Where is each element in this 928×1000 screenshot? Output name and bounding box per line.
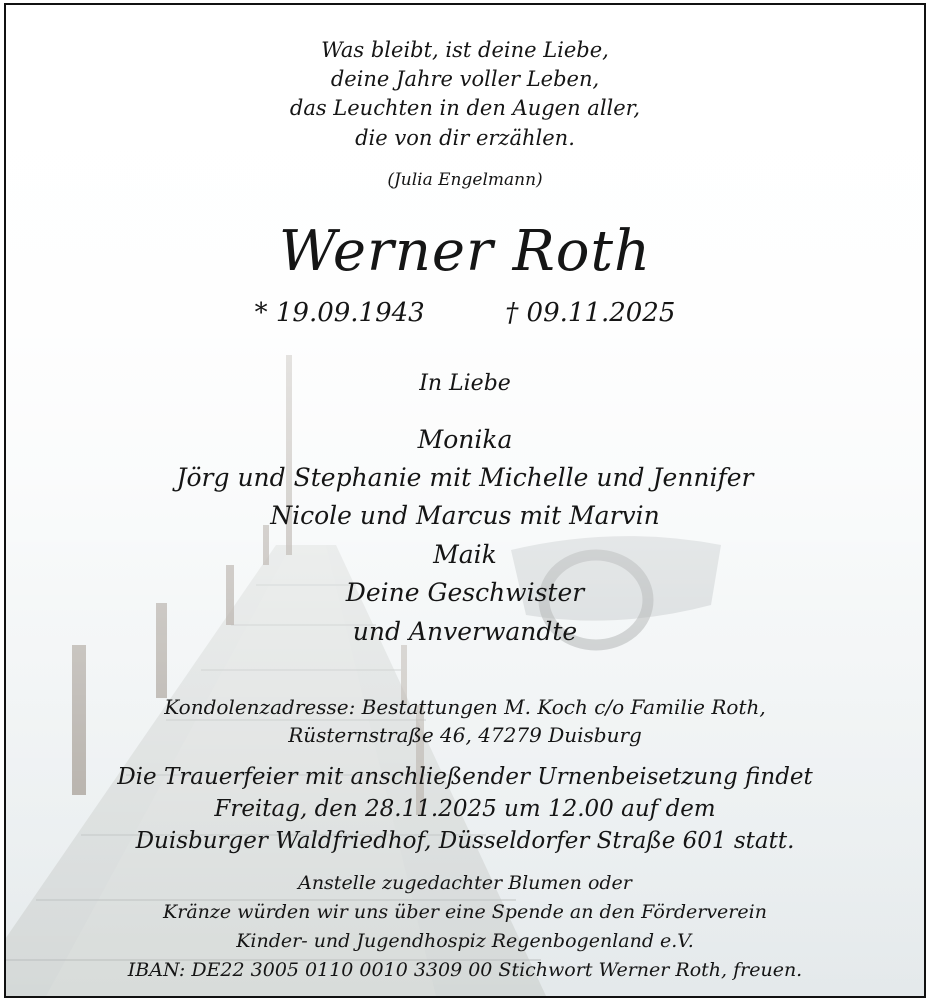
life-dates: [6, 298, 924, 328]
mourner-line-1: Monika: [417, 425, 513, 454]
donation-line-3: Kinder- und Jugendhospiz Regenbogenland e.V.: [236, 930, 694, 952]
death-date: † 09.11.2025: [505, 298, 676, 328]
poem-author: (Julia Engelmann): [387, 170, 543, 190]
obituary-notice: [4, 3, 926, 998]
condolence-line-1: Kondolenzadresse: Bestattungen M. Koch c/o Familie Roth,: [164, 695, 766, 719]
mourner-line-3: Nicole und Marcus mit Marvin: [270, 501, 660, 530]
poem-line-4: die von dir erzählen.: [355, 126, 575, 150]
ceremony-line-2: Freitag, den 28.11.2025 um 12.00 auf dem: [214, 796, 716, 822]
mourner-line-4: Maik: [433, 540, 497, 569]
mourner-line-2: Jörg und Stephanie mit Michelle und Jennifer: [176, 463, 754, 492]
donation-line-4: IBAN: DE22 3005 0110 0010 3309 00 Stichwort Werner Roth, freuen.: [127, 959, 803, 981]
mourner-line-6: und Anverwandte: [352, 617, 578, 646]
donation-line-2: Kränze würden wir uns über eine Spende an den Förderverein: [163, 901, 767, 923]
donation-line-1: Anstelle zugedachter Blumen oder: [298, 872, 632, 894]
deceased-name: Werner Roth: [278, 219, 652, 284]
ceremony-line-3: Duisburger Waldfriedhof, Düsseldorfer Straße 601 statt.: [135, 828, 795, 854]
poem-line-2: deine Jahre voller Leben,: [330, 67, 600, 91]
birth-date: * 19.09.1943: [254, 298, 425, 328]
poem-line-1: Was bleibt, ist deine Liebe,: [321, 38, 609, 62]
poem-line-3: das Leuchten in den Augen aller,: [289, 96, 641, 120]
mourners-intro: In Liebe: [419, 371, 511, 396]
condolence-line-2: Rüsternstraße 46, 47279 Duisburg: [288, 723, 642, 747]
ceremony-line-1: Die Trauerfeier mit anschließender Urnenbeisetzung findet: [117, 764, 813, 790]
mourner-line-5: Deine Geschwister: [345, 578, 585, 607]
